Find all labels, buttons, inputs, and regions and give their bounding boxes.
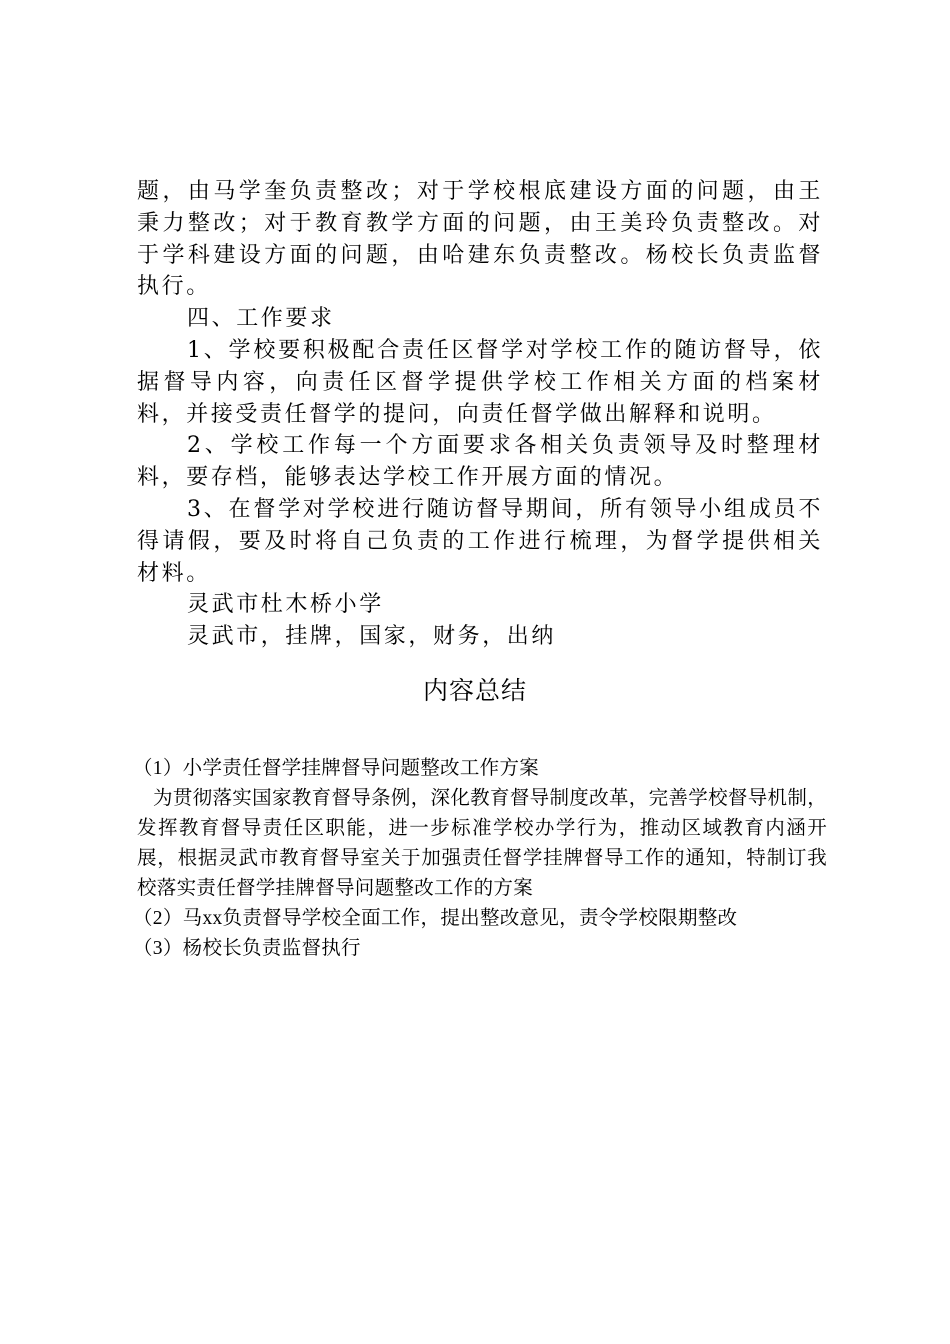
summary-item-2: （2）马xx负责督导学校全面工作，提出整改意见，责令学校限期整改 [133,908,738,929]
body-paragraph-continuation: 题，由马学奎负责整改；对于学校根底建设方面的问题，由王秉力整改；对于教育教学方面的问题，由王美玲负责整改。对于学科建设方面的问题，由哈建东负责整改。杨校长负责监督执行。 [137,179,823,300]
summary-title: 内容总结 [422,676,527,705]
school-signature: 灵武市杜木桥小学 [187,592,384,618]
requirement-item-1: 1、学校要积极配合责任区督学对学校工作的随访督导，依据督导内容，向责任区督学提供学校工作相关方面的档案材料，并接受责任督学的提问，向责任督学做出解释和说明。 [137,337,823,427]
keywords-line: 灵武市，挂牌，国家，财务，出纳 [187,624,557,650]
document-body [137,176,823,653]
summary-item-3: （3）杨校长负责监督执行 [133,938,361,959]
section-heading-work-requirements: 四、工作要求 [187,306,335,332]
summary-item-1-body: 为贯彻落实国家教育督导条例，深化教育督导制度改革，完善学校督导机制，发挥教育督导责任区职能，进一步标准学校办学行为，推动区域教育内涵开展，根据灵武市教育督导室关于加强责任督学挂牌督导工作的通知，特制订我校落实责任督学挂牌督导问题整改工作的方案 [137,788,827,899]
requirement-item-2: 2、学校工作每一个方面要求各相关负责领导及时整理材料，要存档，能够表达学校工作开展方面的情况。 [137,433,823,491]
summary-item-1: （1）小学责任督学挂牌督导问题整改工作方案 [133,758,540,779]
requirement-item-3: 3、在督学对学校进行随访督导期间，所有领导小组成员不得请假，要及时将自己负责的工作进行梳理，为督学提供相关材料。 [137,496,823,586]
summary-section [133,754,827,964]
